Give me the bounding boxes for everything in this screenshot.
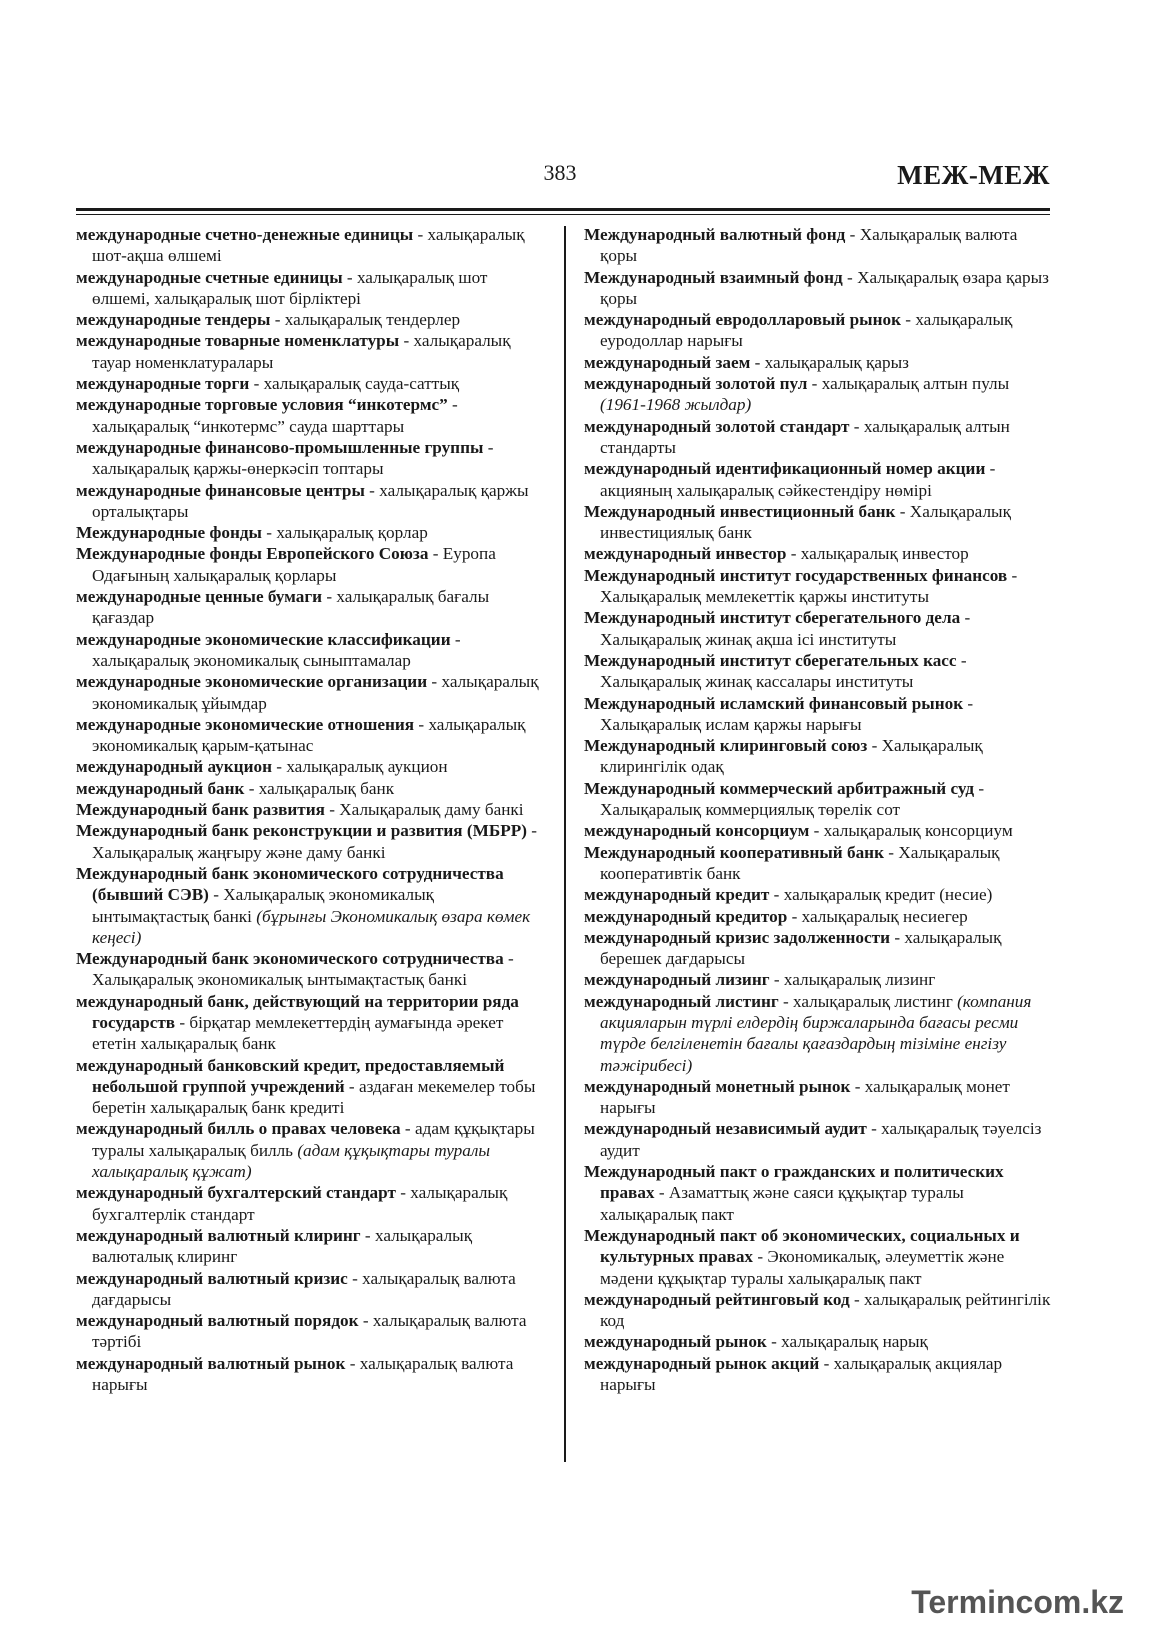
dictionary-entry: международный валютный кризис - халықаралық валюта дағдарысы xyxy=(76,1268,516,1309)
entry-term: Международные фонды xyxy=(76,523,262,543)
entry-definition: Халықаралық экономикалық ынтымақтастық банкі xyxy=(92,885,434,926)
entry-term: Международный кооперативный банк xyxy=(584,842,884,862)
entry-definition: халықаралық банк xyxy=(258,778,395,798)
dictionary-entry: Международный банк экономического сотрудничества (бывший СЭВ) - Халықаралық экономикалық ынтымақтастық банкі (бұрынғы Экономикалық өзара көмек кеңесі) xyxy=(76,863,531,947)
entry-term: международные экономические классификации xyxy=(76,629,451,649)
dictionary-entry: международный рынок акций - халықаралық акциялар нарығы xyxy=(584,1353,1003,1395)
entry-term: международные экономические организации xyxy=(76,672,428,692)
entry-definition: халықаралық шот-ақша өлшемі xyxy=(92,225,525,266)
entry-definition: халықаралық қорлар xyxy=(276,523,428,543)
entry-definition: халықаралық валюталық клиринг xyxy=(92,1225,473,1267)
dictionary-entry: международные финансовые центры - халықаралық қаржы орталықтары xyxy=(76,480,529,521)
dictionary-entry: Международные фонды - халықаралық қорлар xyxy=(76,523,428,543)
dictionary-entry: международный бухгалтерский стандарт - халықаралық бухгалтерлік стандарт xyxy=(76,1183,508,1224)
dictionary-entry: международный кредит - халықаралық кредит (несие) xyxy=(584,885,993,905)
entry-term: международный рынок xyxy=(584,1332,767,1352)
entry-term: международные торги xyxy=(76,374,250,394)
entry-definition: халықаралық нарық xyxy=(781,1332,928,1352)
entry-definition: Халықаралық коммерциялық төрелік сот xyxy=(600,800,901,820)
entry-definition: халықаралық қаржы-өнеркәсіп топтары xyxy=(92,459,384,479)
dictionary-entry: Международные фонды Европейского Союза - Еуропа Одағының халықаралық қорлары xyxy=(76,544,496,585)
entry-definition: халықаралық кредит (несие) xyxy=(783,885,993,905)
entry-definition: халықаралық алтын пулы xyxy=(821,374,1010,394)
entry-definition: аздаған мекемелер тобы беретін халықаралық банк кредиті xyxy=(92,1076,536,1118)
entry-definition: халықаралық рейтингілік код xyxy=(600,1289,1051,1331)
entry-definition: Халықаралық жинақ ақша ісі институты xyxy=(600,629,897,649)
entry-note: (компания акцияларын түрлі елдердің биржаларында бағасы ресми түрде белгіленетін бағалы қағаздардың тізіміне енгізу тәжірибесі) xyxy=(600,991,1032,1075)
entry-definition: халықаралық аукцион xyxy=(286,757,448,777)
dictionary-entry: Международный пакт об экономических, социальных и культурных правах - Экономикалық, әлеуметтік және мәдени құқықтар туралы халықаралық пакт xyxy=(584,1225,1020,1288)
dictionary-entry: международный идентификационный номер акции - акцияның халықаралық сәйкестендіру нөмірі xyxy=(584,459,996,500)
entry-definition: Халықаралық валюта қоры xyxy=(600,225,1018,266)
entry-term: международный рынок акций xyxy=(584,1353,820,1373)
entry-definition: халықаралық алтын стандарты xyxy=(600,416,1010,457)
entry-term: Международный валютный фонд xyxy=(584,225,846,244)
dictionary-entry: международные торговые условия “инкотермс” - халықаралық “инкотермс” сауда шарттары xyxy=(76,395,458,436)
dictionary-entry: международный банк - халықаралық банк xyxy=(76,778,395,798)
column-divider xyxy=(564,226,566,1462)
entry-term: международный консорциум xyxy=(584,821,810,841)
entry-definition: халықаралық тендерлер xyxy=(284,310,461,330)
entry-definition: халықаралық инвестор xyxy=(800,544,969,564)
entry-definition: халықаралық бухгалтерлік стандарт xyxy=(92,1183,508,1224)
entry-term: международный валютный порядок xyxy=(76,1311,359,1331)
dictionary-entry: Международный валютный фонд - Халықаралық валюта қоры xyxy=(584,225,1018,266)
entry-definition: халықаралық экономикалық қарым-қатынас xyxy=(92,714,526,756)
entry-note: (адам құқықтары туралы халықаралық құжат) xyxy=(92,1140,490,1182)
header-rule-thin xyxy=(76,214,1050,215)
entry-definition: халықаралық валюта тәртібі xyxy=(92,1311,527,1352)
entry-term: международный кредитор xyxy=(584,906,788,926)
watermark-logo: Termincom.kz xyxy=(911,1584,1124,1620)
entry-term: Международный пакт об экономических, социальных и культурных правах xyxy=(584,1225,1020,1267)
dictionary-entry: Международный исламский финансовый рынок - Халықаралық ислам қаржы нарығы xyxy=(584,693,974,734)
entry-definition: Азаматтық және саяси құқықтар туралы халықаралық пакт xyxy=(600,1183,964,1224)
entry-definition: халықаралық қаржы орталықтары xyxy=(92,480,529,521)
dictionary-entry: международный заем - халықаралық қарыз xyxy=(584,352,909,372)
entry-definition: халықаралық берешек дағдарысы xyxy=(600,927,1002,969)
entry-definition: Еуропа Одағының халықаралық қорлары xyxy=(92,544,496,585)
entry-term: Международный взаимный фонд xyxy=(584,267,843,287)
entry-definition: Экономикалық, әлеуметтік және мәдени құқықтар туралы халықаралық пакт xyxy=(600,1247,1005,1288)
dictionary-entry: международные экономические классификации - халықаралық экономикалық сыныптамалар xyxy=(76,629,461,670)
dictionary-entry: международный кризис задолженности - халықаралық берешек дағдарысы xyxy=(584,927,1002,969)
dictionary-entry: международный инвестор - халықаралық инвестор xyxy=(584,544,969,564)
entry-term: Международный институт сберегательного дела xyxy=(584,608,961,628)
entry-definition: халықаралық монет нарығы xyxy=(600,1076,1010,1118)
entry-definition: халықаралық акциялар нарығы xyxy=(600,1353,1003,1395)
entry-term: Международный исламский финансовый рынок xyxy=(584,693,964,713)
entry-term: международный евродолларовый рынок xyxy=(584,310,901,330)
entry-definition: халықаралық валюта дағдарысы xyxy=(92,1268,516,1309)
entry-term: Международный банк развития xyxy=(76,800,325,820)
running-head: МЕЖ-МЕЖ xyxy=(897,160,1050,190)
entry-definition: адам құқықтары туралы халықаралық билль xyxy=(92,1119,535,1160)
entry-term: международный кредит xyxy=(584,885,770,905)
entry-note: (бұрынғы Экономикалық өзара көмек кеңесі) xyxy=(92,906,531,947)
entry-definition: халықаралық сауда-саттық xyxy=(263,374,460,394)
dictionary-entry: международные счетные единицы - халықаралық шот өлшемі, халықаралық шот бірліктері xyxy=(76,267,488,308)
entry-note: (1961-1968 жылдар) xyxy=(600,395,752,415)
entry-term: международный банковский кредит, предоставляемый небольшой группой учреждений xyxy=(76,1055,505,1096)
dictionary-entry: международные ценные бумаги - халықаралық бағалы қағаздар xyxy=(76,587,490,628)
dictionary-entry: Международный взаимный фонд - Халықаралық өзара қарыз қоры xyxy=(584,267,1049,308)
entry-definition: халықаралық валюта нарығы xyxy=(92,1353,514,1395)
entry-definition: Халықаралық кооперативтік банк xyxy=(600,842,1000,883)
entry-term: международный монетный рынок xyxy=(584,1076,851,1096)
left-column xyxy=(76,224,544,1395)
entry-term: международный валютный кризис xyxy=(76,1268,348,1288)
entry-term: международный рейтинговый код xyxy=(584,1289,850,1309)
dictionary-entry: Международный банк реконструкции и развития (МБРР) - Халықаралық жаңғыру және даму банкі xyxy=(76,821,537,862)
entry-term: Международный коммерческий арбитражный суд xyxy=(584,778,975,798)
entry-term: международный банк xyxy=(76,778,245,798)
dictionary-entry: международный рынок - халықаралық нарық xyxy=(584,1332,928,1352)
entry-definition: Халықаралық өзара қарыз қоры xyxy=(600,267,1049,308)
header-rule-thick xyxy=(76,208,1050,211)
dictionary-entry: международный рейтинговый код - халықаралық рейтингілік код xyxy=(584,1289,1051,1331)
dictionary-entry: международные торги - халықаралық сауда-саттық xyxy=(76,374,460,394)
entry-term: Международный банк реконструкции и развития (МБРР) xyxy=(76,821,527,841)
entry-term: Международные фонды Европейского Союза xyxy=(76,544,429,564)
entry-definition: халықаралық консорциум xyxy=(823,821,1013,841)
dictionary-entry: Международный клиринговый союз - Халықаралық клирингілік одақ xyxy=(584,736,983,777)
dictionary-entry: Международный кооперативный банк - Халықаралық кооперативтік банк xyxy=(584,842,1000,883)
entry-term: Международный клиринговый союз xyxy=(584,736,868,756)
dictionary-entry: международные тендеры - халықаралық тендерлер xyxy=(76,310,461,330)
dictionary-entry: международный аукцион - халықаралық аукцион xyxy=(76,757,448,777)
entry-definition: халықаралық еуродоллар нарығы xyxy=(600,310,1013,351)
entry-definition: халықаралық лизинг xyxy=(783,970,936,990)
dictionary-entry: международный лизинг - халықаралық лизинг xyxy=(584,970,936,990)
dictionary-entry: международные счетно-денежные единицы - халықаралық шот-ақша өлшемі xyxy=(76,225,525,266)
dictionary-entry: международный независимый аудит - халықаралық тәуелсіз аудит xyxy=(584,1119,1042,1160)
entry-definition: акцияның халықаралық сәйкестендіру нөмірі xyxy=(600,480,932,500)
dictionary-entry: международный билль о правах человека - адам құқықтары туралы халықаралық билль (адам құқықтары туралы халықаралық құжат) xyxy=(76,1119,535,1182)
right-column xyxy=(584,224,1054,1395)
entry-term: международные товарные номенклатуры xyxy=(76,331,400,351)
dictionary-entry: международный золотой стандарт - халықаралық алтын стандарты xyxy=(584,416,1010,457)
entry-term: международный валютный клиринг xyxy=(76,1225,361,1245)
entry-term: международные счетные единицы xyxy=(76,267,343,287)
entry-definition: Халықаралық мемлекеттік қаржы институты xyxy=(600,587,929,607)
dictionary-entry: Международный инвестиционный банк - Халықаралық инвестициялық банк xyxy=(584,501,1011,543)
dictionary-entry: международный кредитор - халықаралық несиегер xyxy=(584,906,968,926)
entry-term: международный валютный рынок xyxy=(76,1353,346,1373)
dictionary-entry: международные экономические организации - халықаралық экономикалық ұйымдар xyxy=(76,672,539,713)
entry-term: Международный институт государственных финансов xyxy=(584,565,1008,585)
entry-definition: Халықаралық даму банкі xyxy=(339,800,524,820)
entry-term: международный инвестор xyxy=(584,544,787,564)
entry-definition: халықаралық қарыз xyxy=(764,352,909,372)
entry-term: Международный банк экономического сотрудничества xyxy=(76,949,504,969)
dictionary-entry: Международный институт государственных финансов - Халықаралық мемлекеттік қаржы институты xyxy=(584,565,1018,607)
entry-definition: Халықаралық клирингілік одақ xyxy=(600,736,983,777)
entry-term: международный листинг xyxy=(584,991,779,1011)
dictionary-entry: международный листинг - халықаралық листинг (компания акцияларын түрлі елдердің биржаларында бағасы ресми түрде белгіленетін бағалы қағаздардың тізіміне енгізу тәжірибесі) xyxy=(584,991,1032,1075)
dictionary-entry: международный банк, действующий на территории ряда государств - бірқатар мемлекеттердің аумағында әрекет ететін халықаралық банк xyxy=(76,991,519,1054)
entry-definition: Халықаралық жаңғыру және даму банкі xyxy=(92,842,386,862)
entry-term: международный золотой стандарт xyxy=(584,416,850,436)
entry-term: Международный банк экономического сотрудничества (бывший СЭВ) xyxy=(76,863,504,905)
dictionary-entry: международный валютный порядок - халықаралық валюта тәртібі xyxy=(76,1311,527,1352)
entry-term: международный билль о правах человека xyxy=(76,1119,401,1139)
dictionary-entry: международный евродолларовый рынок - халықаралық еуродоллар нарығы xyxy=(584,310,1013,351)
dictionary-entry: Международный банк экономического сотрудничества - Халықаралық экономикалық ынтымақтастық банкі xyxy=(76,949,514,990)
dictionary-entry: международные финансово-промышленные группы - халықаралық қаржы-өнеркәсіп топтары xyxy=(76,437,494,479)
entry-term: международный идентификационный номер акции xyxy=(584,459,986,479)
entry-term: международный золотой пул xyxy=(584,374,808,394)
dictionary-entry: международный золотой пул - халықаралық алтын пулы (1961-1968 жылдар) xyxy=(584,374,1010,415)
entry-definition: бірқатар мемлекеттердің аумағында әрекет ететін халықаралық банк xyxy=(92,1012,504,1054)
entry-term: международный аукцион xyxy=(76,757,272,777)
entry-definition: Халықаралық жинақ кассалары институты xyxy=(600,672,914,692)
entry-definition: халықаралық шот өлшемі, халықаралық шот бірліктері xyxy=(92,267,488,308)
entry-definition: халықаралық бағалы қағаздар xyxy=(92,587,490,628)
dictionary-entry: международные товарные номенклатуры - халықаралық тауар номенклатуралары xyxy=(76,331,511,372)
dictionary-entry: Международный банк развития - Халықаралық даму банкі xyxy=(76,800,524,820)
entry-term: международные финансовые центры xyxy=(76,480,365,500)
entry-term: Международный пакт о гражданских и политических правах xyxy=(584,1162,1004,1203)
entry-term: международные финансово-промышленные группы xyxy=(76,437,484,457)
entry-term: международный бухгалтерский стандарт xyxy=(76,1183,396,1203)
entry-term: международный лизинг xyxy=(584,970,770,990)
entry-definition: халықаралық “инкотермс” сауда шарттары xyxy=(92,416,405,436)
entry-term: международный кризис задолженности xyxy=(584,927,891,947)
dictionary-entry: Международный институт сберегательного дела - Халықаралық жинақ ақша ісі институты xyxy=(584,608,971,649)
entry-term: международный независимый аудит xyxy=(584,1119,867,1139)
entry-definition: халықаралық экономикалық сыныптамалар xyxy=(92,650,411,670)
dictionary-entry: международный консорциум - халықаралық консорциум xyxy=(584,821,1013,841)
dictionary-entry: Международный пакт о гражданских и политических правах - Азаматтық және саяси құқықтар туралы халықаралық пакт xyxy=(584,1162,1004,1224)
entry-term: международные торговые условия “инкотермс” xyxy=(76,395,448,415)
entry-term: международные счетно-денежные единицы xyxy=(76,225,414,244)
entry-term: Международный инвестиционный банк xyxy=(584,501,896,521)
entry-definition: халықаралық листинг xyxy=(793,991,953,1011)
entry-definition: халықаралық экономикалық ұйымдар xyxy=(92,672,539,713)
entry-term: международные экономические отношения xyxy=(76,714,415,734)
entry-definition: Халықаралық ислам қаржы нарығы xyxy=(600,714,862,734)
dictionary-entry: международный монетный рынок - халықаралық монет нарығы xyxy=(584,1076,1010,1118)
page-number: 383 xyxy=(543,160,577,185)
dictionary-entry: международные экономические отношения - халықаралық экономикалық қарым-қатынас xyxy=(76,714,526,756)
entry-term: международный банк, действующий на территории ряда государств xyxy=(76,991,519,1032)
entry-definition: Халықаралық экономикалық ынтымақтастық банкі xyxy=(92,970,467,990)
entry-definition: халықаралық несиегер xyxy=(801,906,968,926)
dictionary-entry: международный банковский кредит, предоставляемый небольшой группой учреждений - аздаған мекемелер тобы беретін халықаралық банк кредиті xyxy=(76,1055,536,1118)
dictionary-entry: Международный коммерческий арбитражный суд - Халықаралық коммерциялық төрелік сот xyxy=(584,778,985,820)
entry-definition: халықаралық тәуелсіз аудит xyxy=(600,1119,1042,1160)
entry-term: международные ценные бумаги xyxy=(76,587,323,607)
entry-term: международный заем xyxy=(584,352,751,372)
entry-term: международные тендеры xyxy=(76,310,271,330)
entry-definition: Халықаралық инвестициялық банк xyxy=(600,501,1011,543)
entry-term: Международный институт сберегательных касс xyxy=(584,650,957,670)
dictionary-entry: международный валютный рынок - халықаралық валюта нарығы xyxy=(76,1353,514,1395)
dictionary-entry: Международный институт сберегательных касс - Халықаралық жинақ кассалары институты xyxy=(584,650,967,692)
entry-definition: халықаралық тауар номенклатуралары xyxy=(92,331,511,372)
dictionary-entry: международный валютный клиринг - халықаралық валюталық клиринг xyxy=(76,1225,473,1267)
